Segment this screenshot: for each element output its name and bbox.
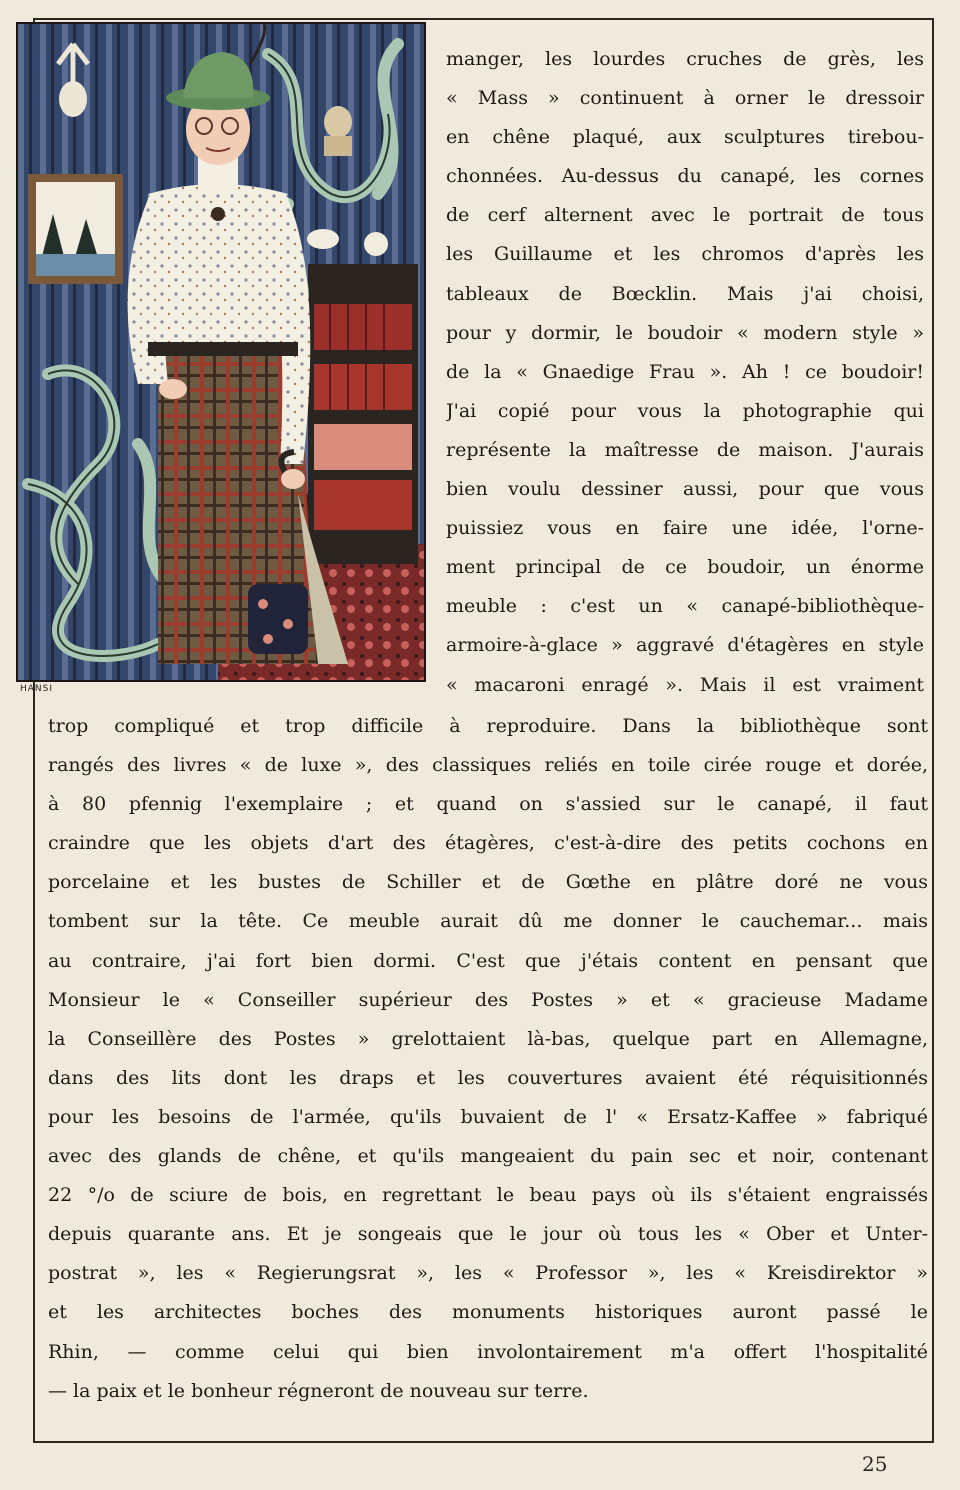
- text-line: représente la maîtresse de maison. J'aurais: [446, 438, 924, 461]
- page-number: 25: [862, 1452, 888, 1476]
- text-line: J'ai copié pour vous la photographie qui: [446, 399, 924, 422]
- text-line: Rhin, — comme celui qui bien involontairement m'a offert l'hospitalité: [48, 1340, 928, 1363]
- illustration-woman-in-boudoir: [16, 22, 426, 682]
- text-line: dans des lits dont les draps et les couvertures avaient été réquisitionnés: [48, 1066, 928, 1089]
- text-line: en chêne plaqué, aux sculptures tirebou-: [446, 126, 924, 149]
- text-line: 22 °/o de sciure de bois, en regrettant le beau pays où ils s'étaient engraissés: [48, 1184, 928, 1207]
- text-line: depuis quarante ans. Et je songeais que le jour où tous les « Ober et Unter-: [48, 1223, 928, 1246]
- text-line: « macaroni enragé ». Mais il est vraiment: [446, 673, 924, 696]
- text-line: pour y dormir, le boudoir « modern style »: [446, 321, 924, 344]
- text-line: postrat », les « Regierungsrat », les « Professor », les « Kreisdirektor »: [48, 1262, 928, 1285]
- text-line: tableaux de Bœcklin. Mais j'ai choisi,: [446, 282, 924, 305]
- text-line: Monsieur le « Conseiller supérieur des Postes » et « gracieuse Madame: [48, 988, 928, 1011]
- text-full-width: [48, 707, 928, 1411]
- illustration-drawing: [18, 24, 424, 680]
- text-line: et les architectes boches des monuments historiques auront passé le: [48, 1301, 928, 1324]
- text-line: à 80 pfennig l'exemplaire ; et quand on s'assied sur le canapé, il faut: [48, 793, 928, 816]
- text-line: puissiez vous en faire une idée, l'orne-: [446, 517, 924, 540]
- text-column-beside-illustration: [446, 40, 924, 705]
- text-line: la Conseillère des Postes » grelottaient là-bas, quelque part en Allemagne,: [48, 1027, 928, 1050]
- text-line: pour les besoins de l'armée, qu'ils buvaient de l' « Ersatz-Kaffee » fabriqué: [48, 1105, 928, 1128]
- text-line: armoire-à-glace » aggravé d'étagères en style: [446, 634, 924, 657]
- text-line: bien voulu dessiner aussi, pour que vous: [446, 478, 924, 501]
- illustrator-signature: HANSI: [20, 684, 54, 694]
- text-line: — la paix et le bonheur régneront de nouveau sur terre.: [48, 1379, 589, 1402]
- text-line: chonnées. Au-dessus du canapé, les cornes: [446, 165, 924, 188]
- text-line: meuble : c'est un « canapé-bibliothèque-: [446, 595, 924, 618]
- text-line: au contraire, j'ai fort bien dormi. C'est que j'étais content en pensant que: [48, 949, 928, 972]
- text-line: avec des glands de chêne, et qu'ils mangeaient du pain sec et noir, contenant: [48, 1145, 928, 1168]
- text-line: ment principal de ce boudoir, un énorme: [446, 556, 924, 579]
- text-line: trop compliqué et trop difficile à reproduire. Dans la bibliothèque sont: [48, 715, 928, 737]
- text-line: porcelaine et les bustes de Schiller et de Gœthe en plâtre doré ne vous: [48, 871, 928, 894]
- text-line: les Guillaume et les chromos d'après les: [446, 243, 924, 266]
- text-line: « Mass » continuent à orner le dressoir: [446, 87, 924, 110]
- text-line: rangés des livres « de luxe », des classiques reliés en toile cirée rouge et dorée,: [48, 754, 928, 777]
- text-line: tombent sur la tête. Ce meuble aurait dû me donner le cauchemar... mais: [48, 910, 928, 933]
- text-line: manger, les lourdes cruches de grès, les: [446, 48, 924, 70]
- text-line: de la « Gnaedige Frau ». Ah ! ce boudoir!: [446, 360, 924, 383]
- text-line: craindre que les objets d'art des étagères, c'est-à-dire des petits cochons en: [48, 832, 928, 855]
- text-line: de cerf alternent avec le portrait de tous: [446, 204, 924, 227]
